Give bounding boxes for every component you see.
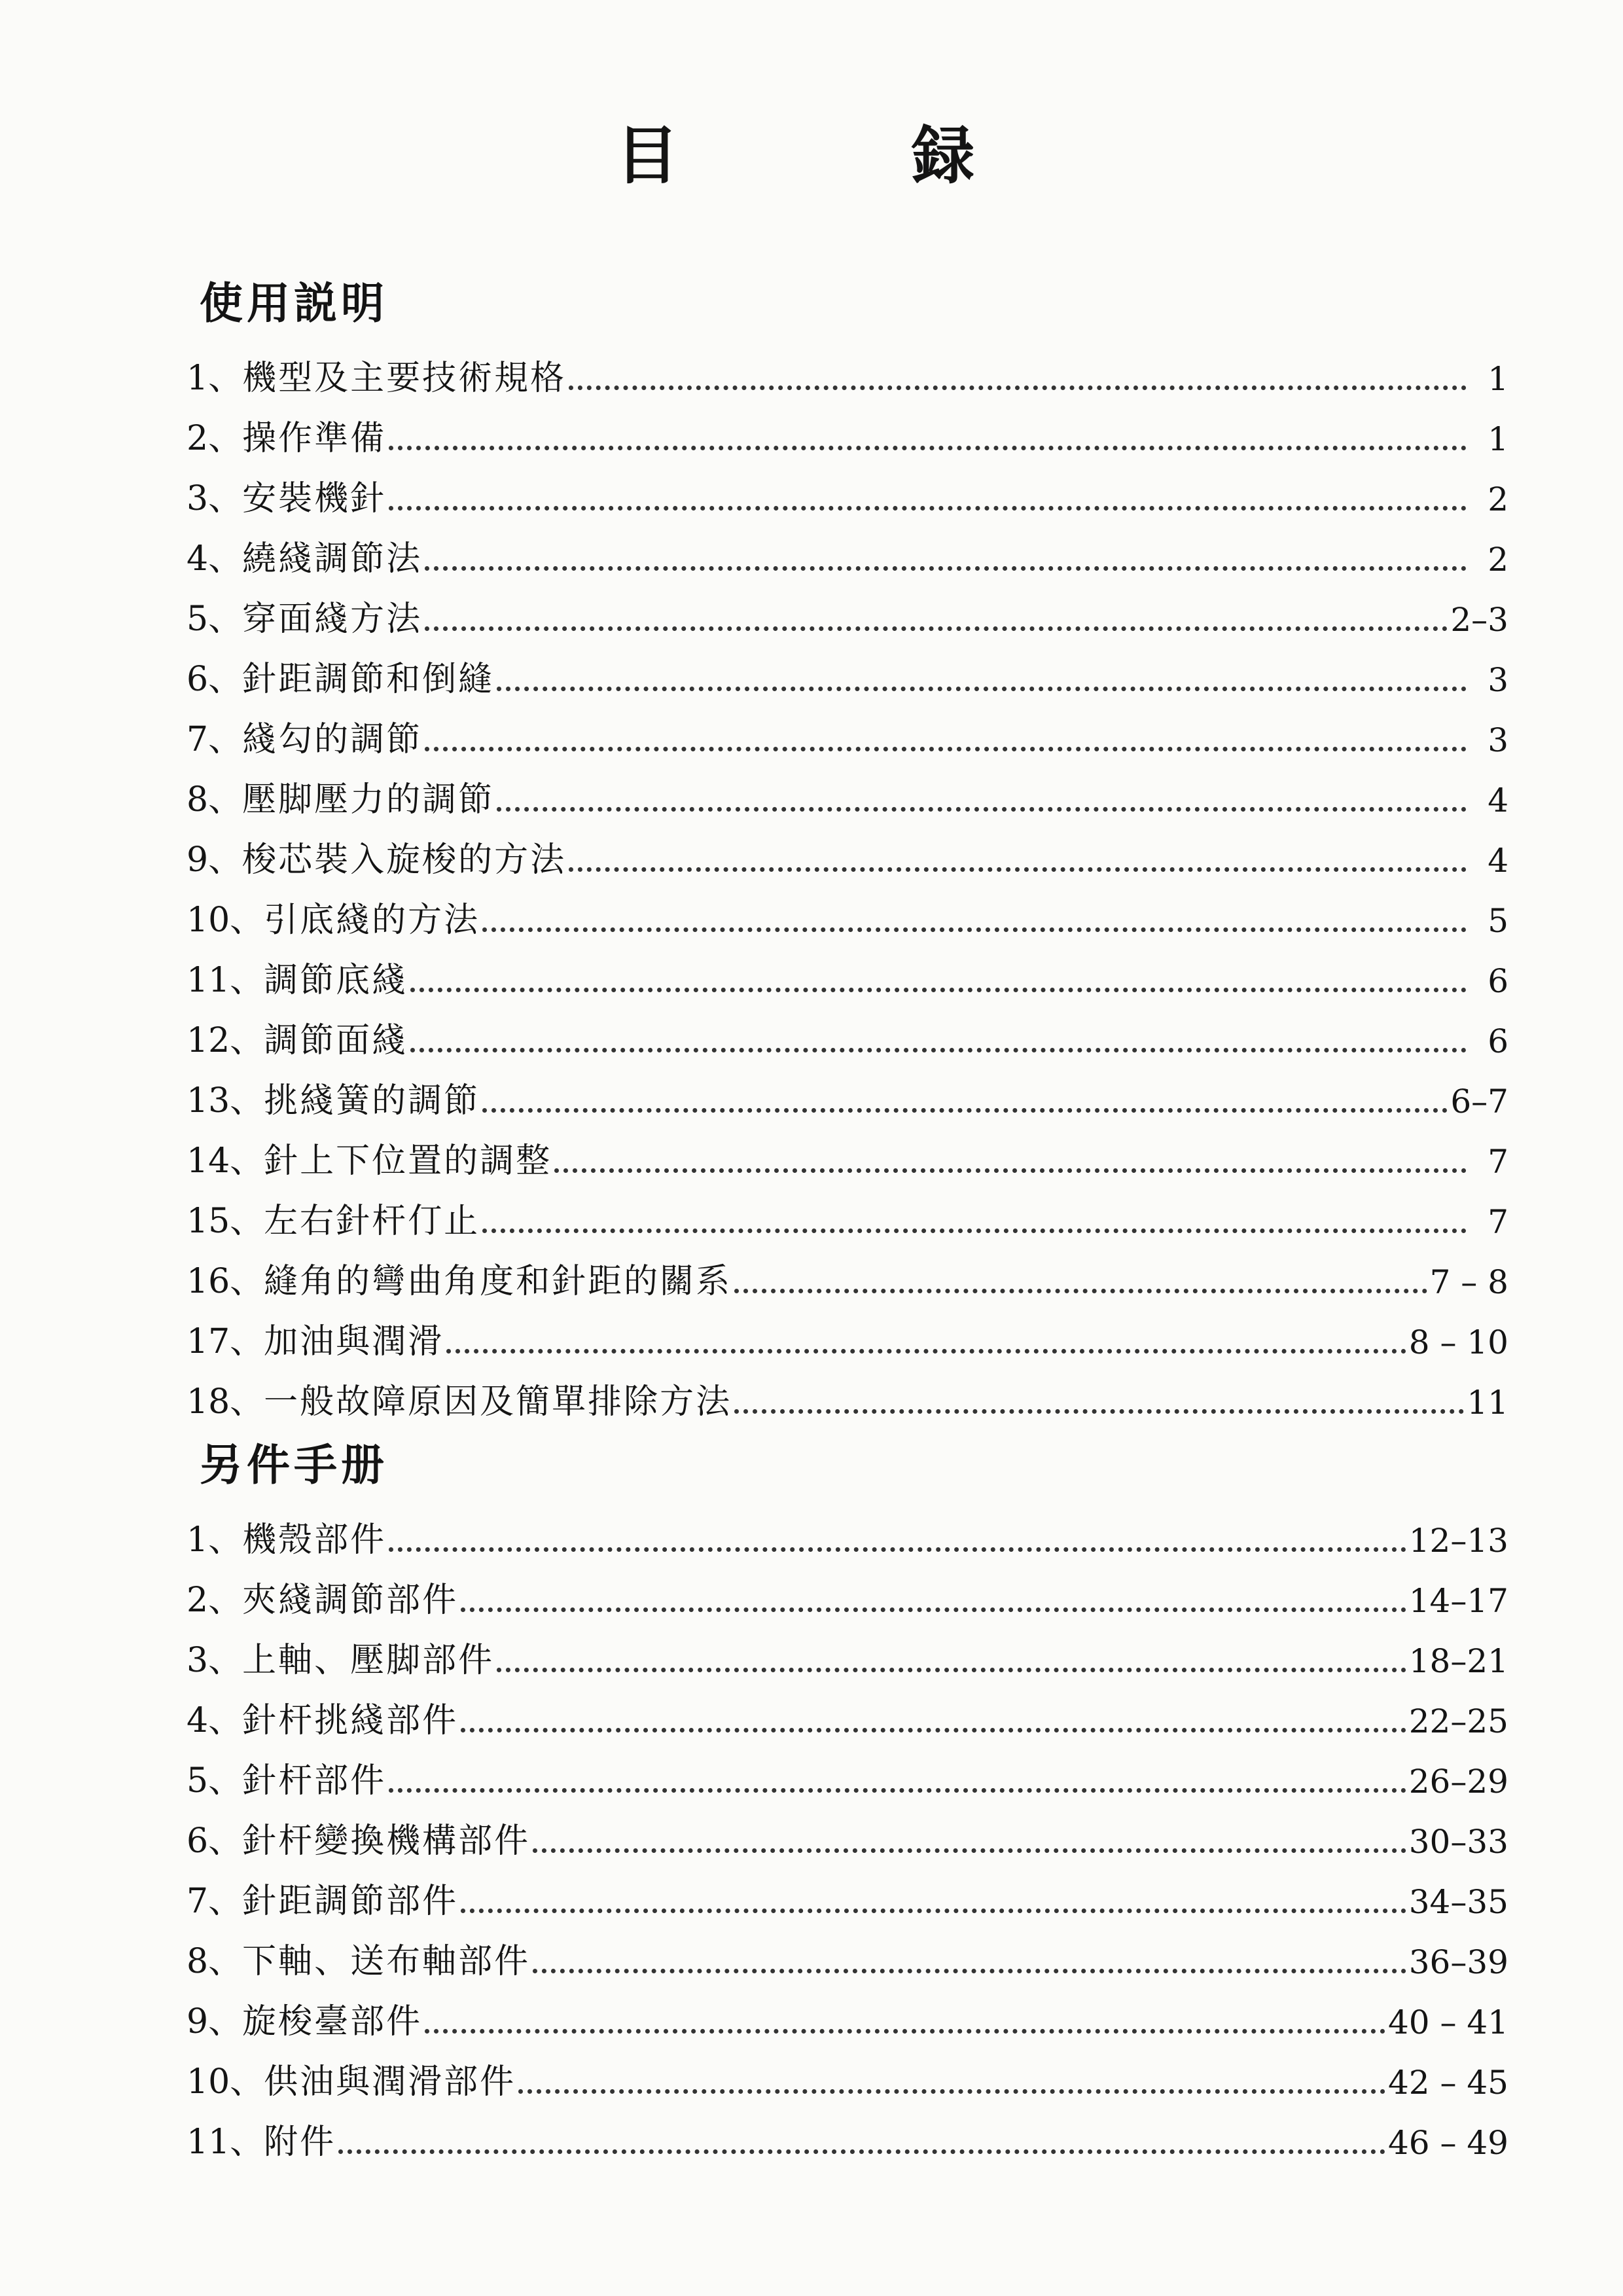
dot-leader <box>389 1788 1406 1793</box>
toc-entry-title: 加油與潤滑 <box>264 1322 444 1361</box>
toc-entry-page: 4 <box>1488 842 1508 880</box>
toc-entry-page: 6 <box>1488 1022 1508 1060</box>
toc-entry-number: 10、 <box>187 2062 264 2102</box>
toc-entry-page: 3 <box>1488 661 1508 699</box>
dot-leader <box>461 1909 1406 1913</box>
toc-entry-number: 4、 <box>187 539 243 579</box>
dot-leader <box>461 1607 1406 1612</box>
toc-entry-page: 30–33 <box>1408 1823 1508 1861</box>
toc-entry-number: 9、 <box>187 840 243 880</box>
toc-entry-number: 8、 <box>187 1942 243 1981</box>
toc-entry-page: 7 <box>1488 1203 1508 1241</box>
toc-entry-number: 9、 <box>187 2002 243 2041</box>
toc-entry-number: 5、 <box>187 600 243 639</box>
toc-entry <box>187 1925 1508 1985</box>
toc-entry-title: 梭芯裝入旋梭的方法 <box>242 840 567 880</box>
toc-entry-title: 壓脚壓力的調節 <box>242 780 495 819</box>
dot-leader <box>554 1168 1467 1173</box>
dot-leader <box>410 1048 1467 1052</box>
dot-leader <box>425 747 1467 751</box>
toc-entry-page: 7 <box>1488 1143 1508 1181</box>
toc-entry-page: 8 – 10 <box>1408 1323 1508 1361</box>
toc-entry-page: 14–17 <box>1408 1582 1508 1620</box>
toc-entry-number: 2、 <box>187 1581 243 1620</box>
toc-entry-page: 5 <box>1488 902 1508 940</box>
dot-leader <box>497 1668 1406 1672</box>
toc-entry-title: 一般故障原因及簡單排除方法 <box>264 1382 732 1422</box>
toc-entry-title: 繞綫調節法 <box>242 539 423 579</box>
toc-entry-title: 機殼部件 <box>242 1520 387 1560</box>
toc-entry <box>187 1185 1508 1245</box>
section-heading: 使用説明 <box>200 278 388 329</box>
toc-entry <box>187 1985 1508 2045</box>
toc-entry-number: 8、 <box>187 780 243 819</box>
toc-entry-title: 機型及主要技術規格 <box>242 359 567 398</box>
toc-entry-number: 13、 <box>187 1081 264 1121</box>
toc-entry-title: 夾綫調節部件 <box>242 1581 459 1620</box>
toc-entry <box>187 1804 1508 1865</box>
dot-leader <box>425 626 1448 631</box>
toc-entry <box>187 522 1508 583</box>
dot-leader <box>482 1229 1467 1233</box>
toc-entry-title: 下軸、送布軸部件 <box>242 1942 531 1981</box>
toc-entry-title: 挑綫簧的調節 <box>264 1081 480 1121</box>
toc-entry-number: 3、 <box>187 1641 243 1680</box>
toc-entry-title: 調節底綫 <box>264 961 408 1000</box>
section-heading: 另件手册 <box>200 1439 388 1490</box>
dot-leader <box>425 2029 1385 2034</box>
toc-entry-page: 12–13 <box>1408 1522 1508 1560</box>
dot-leader <box>410 988 1467 992</box>
toc-entry-title: 調節面綫 <box>264 1021 408 1060</box>
dot-leader <box>482 927 1467 932</box>
toc-list <box>187 1503 1508 2166</box>
toc-entry-number: 2、 <box>187 419 243 458</box>
toc-entry-page: 40 – 41 <box>1387 2003 1508 2041</box>
dot-leader <box>533 1848 1406 1853</box>
toc-entry-number: 16、 <box>187 1262 264 1301</box>
toc-entry-title: 引底綫的方法 <box>264 901 480 940</box>
toc-entry-page: 42 – 45 <box>1387 2064 1508 2102</box>
toc-entry <box>187 823 1508 884</box>
toc-entry-title: 綫勾的調節 <box>242 720 423 759</box>
toc-entry-title: 操作準備 <box>242 419 387 458</box>
toc-entry-page: 11 <box>1467 1384 1508 1422</box>
toc-section-parts <box>187 1439 1508 2166</box>
toc-entry-page: 1 <box>1488 420 1508 458</box>
toc-entry <box>187 703 1508 763</box>
toc-entry-page: 6–7 <box>1450 1083 1508 1121</box>
toc-entry <box>187 1564 1508 1624</box>
dot-leader <box>569 386 1467 390</box>
toc-entry-title: 針距調節和倒縫 <box>242 660 495 699</box>
toc-entry <box>187 763 1508 823</box>
dot-leader <box>497 807 1467 812</box>
dot-leader <box>338 2149 1385 2154</box>
toc-entry <box>187 1503 1508 1564</box>
dot-leader <box>482 1108 1448 1113</box>
toc-entry <box>187 462 1508 522</box>
toc-entry-page: 26–29 <box>1408 1763 1508 1801</box>
toc-entry <box>187 1064 1508 1124</box>
dot-leader <box>569 867 1467 872</box>
toc-entry-page: 7 – 8 <box>1429 1263 1508 1301</box>
toc-entry <box>187 1305 1508 1365</box>
toc-entry-number: 3、 <box>187 479 243 518</box>
toc-entry-page: 1 <box>1488 360 1508 398</box>
toc-entry <box>187 1365 1508 1426</box>
toc-entry-page: 18–21 <box>1408 1642 1508 1680</box>
toc-entry-number: 4、 <box>187 1701 243 1740</box>
dot-leader <box>461 1728 1406 1732</box>
toc-entry <box>187 2106 1508 2166</box>
toc-entry-page: 2 <box>1488 541 1508 579</box>
toc-entry-number: 11、 <box>187 961 264 1000</box>
toc-entry-title: 供油與潤滑部件 <box>264 2062 516 2102</box>
dot-leader <box>497 687 1467 691</box>
toc-entry-title: 縫角的彎曲角度和針距的關系 <box>264 1262 732 1301</box>
toc-entry-page: 3 <box>1488 721 1508 759</box>
dot-leader <box>734 1409 1464 1414</box>
toc-entry <box>187 884 1508 944</box>
toc-entry <box>187 1124 1508 1185</box>
toc-entry <box>187 583 1508 643</box>
toc-entry-title: 左右針杆仃止 <box>264 1202 480 1241</box>
dot-leader <box>446 1349 1406 1354</box>
toc-entry-number: 10、 <box>187 901 264 940</box>
toc-entry-number: 1、 <box>187 359 243 398</box>
toc-entry-page: 2 <box>1488 480 1508 518</box>
dot-leader <box>425 566 1467 571</box>
toc-entry-page: 34–35 <box>1408 1883 1508 1921</box>
dot-leader <box>389 1547 1406 1552</box>
toc-entry-page: 6 <box>1488 962 1508 1000</box>
toc-section-usage <box>187 278 1508 1426</box>
dot-leader <box>389 446 1467 450</box>
toc-entry-number: 18、 <box>187 1382 264 1422</box>
toc-entry-number: 7、 <box>187 720 243 759</box>
toc-entry <box>187 944 1508 1004</box>
toc-entry <box>187 1624 1508 1684</box>
dot-leader <box>518 2089 1385 2094</box>
toc-entry <box>187 2045 1508 2106</box>
toc-entry <box>187 342 1508 402</box>
toc-entry-page: 22–25 <box>1408 1702 1508 1740</box>
dot-leader <box>389 506 1467 511</box>
toc-entry <box>187 1744 1508 1804</box>
toc-entry-number: 11、 <box>187 2123 264 2162</box>
toc-entry-title: 附件 <box>264 2123 336 2162</box>
toc-entry <box>187 1245 1508 1305</box>
dot-leader <box>533 1969 1406 1973</box>
toc-entry-number: 12、 <box>187 1021 264 1060</box>
toc-entry-title: 針距調節部件 <box>242 1882 459 1921</box>
toc-entry-title: 針杆部件 <box>242 1761 387 1801</box>
toc-entry-title: 上軸、壓脚部件 <box>242 1641 495 1680</box>
toc-entry-page: 2–3 <box>1450 601 1508 639</box>
toc-entry <box>187 402 1508 462</box>
toc-entry-number: 5、 <box>187 1761 243 1801</box>
toc-entry-number: 7、 <box>187 1882 243 1921</box>
toc-entry-number: 15、 <box>187 1202 264 1241</box>
toc-entry-number: 14、 <box>187 1141 264 1181</box>
toc-entry-page: 36–39 <box>1408 1943 1508 1981</box>
toc-entry-title: 旋梭臺部件 <box>242 2002 423 2041</box>
toc-entry-title: 針杆挑綫部件 <box>242 1701 459 1740</box>
toc-entry-title: 安裝機針 <box>242 479 387 518</box>
toc-entry <box>187 1684 1508 1744</box>
toc-entry-title: 穿面綫方法 <box>242 600 423 639</box>
toc-entry-page: 4 <box>1488 781 1508 819</box>
page-title: 目 録 <box>616 119 1060 192</box>
toc-entry <box>187 1004 1508 1064</box>
toc-entry-number: 17、 <box>187 1322 264 1361</box>
toc-entry-number: 1、 <box>187 1520 243 1560</box>
toc-entry <box>187 1865 1508 1925</box>
toc-entry-number: 6、 <box>187 1821 243 1861</box>
toc-entry <box>187 643 1508 703</box>
dot-leader <box>734 1289 1427 1293</box>
toc-entry-number: 6、 <box>187 660 243 699</box>
toc-entry-title: 針上下位置的調整 <box>264 1141 552 1181</box>
toc-list <box>187 342 1508 1426</box>
toc-entry-page: 46 – 49 <box>1387 2124 1508 2162</box>
toc-entry-title: 針杆變換機構部件 <box>242 1821 531 1861</box>
